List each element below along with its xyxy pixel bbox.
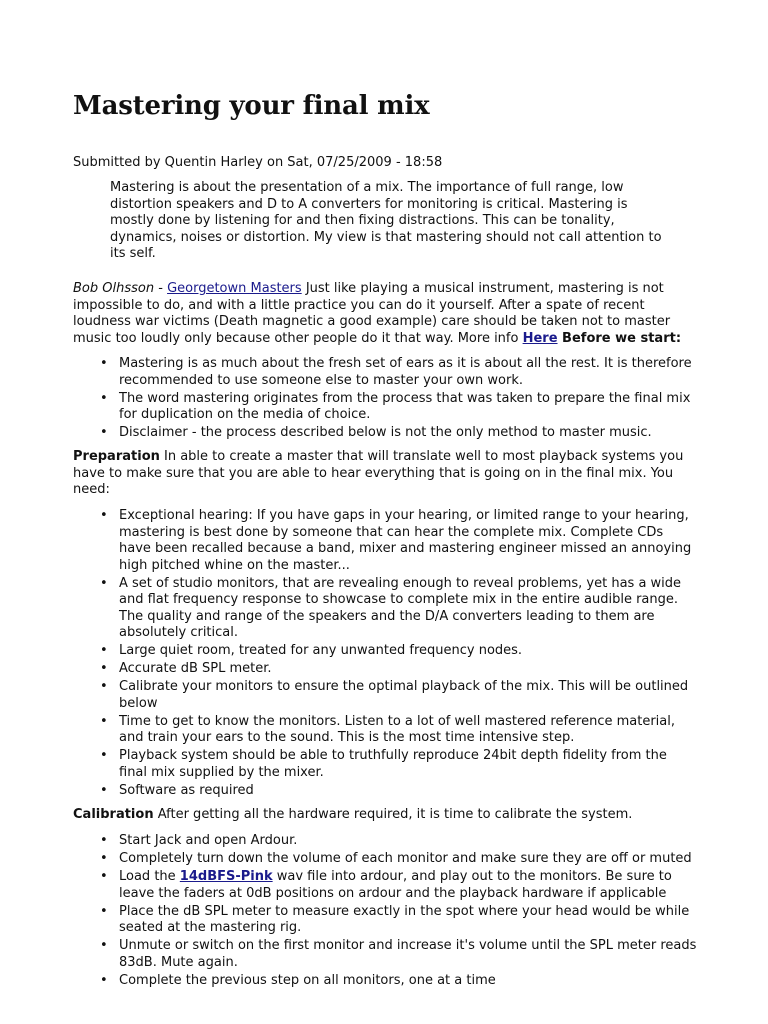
list-item: • Unmute or switch on the first monitor and increase it's volume until the SPL meter reads 83dB. Mute again. (73, 938, 697, 971)
calibration-heading: Calibration (73, 807, 154, 822)
list-item: • The word mastering originates from the process that was taken to prepare the final mix for duplication on the media of choice. (73, 391, 697, 424)
list-item: • Mastering is as much about the fresh set of ears as it is about all the rest. It is therefore recommended to use someone else to master your own work. (73, 356, 697, 389)
intro-paragraph (73, 281, 693, 347)
author-separator: - (154, 281, 168, 296)
list-item: • Start Jack and open Ardour. (73, 833, 697, 850)
preparation-text: In able to create a master that will translate well to most playback systems you have to make sure that you are able to hear everything that is going on in the final mix. You need: (73, 449, 684, 497)
list-item: • Accurate dB SPL meter. (73, 661, 697, 678)
list-item: • Place the dB SPL meter to measure exactly in the spot where your head would be while seated at the mastering rig. (73, 904, 697, 937)
quote-author: Bob Olhsson (73, 281, 155, 296)
list-item: • Complete the previous step on all monitors, one at a time (73, 973, 697, 990)
list-item: • Disclaimer - the process described below is not the only method to master music. (73, 425, 697, 442)
list-item: • Large quiet room, treated for any unwanted frequency nodes. (73, 643, 697, 660)
submitted-byline: Submitted by Quentin Harley on Sat, 07/25/2009 - 18:58 (73, 155, 443, 170)
blockquote: Mastering is about the presentation of a mix. The importance of full range, low distortion speakers and D to A converters for monitoring is critical. Mastering is mostly done by listening for and then fixing distractions. This can be tonality, dynamics, noises or distortion. My view is that mastering should not call attention to its self. (110, 180, 662, 261)
list-item: • Software as required (73, 783, 697, 800)
list-item (73, 869, 697, 902)
list-item: • A set of studio monitors, that are revealing enough to reveal problems, yet has a wide and flat frequency response to showcase to complete mix in the entire audible range. The quality and range of the speakers and the D/A converters leading to them are absolutely critical. (73, 576, 697, 642)
list-item: • Calibrate your monitors to ensure the optimal playback of the mix. This will be outlined below (73, 679, 697, 712)
georgetown-masters-link[interactable]: Georgetown Masters (167, 281, 302, 296)
page-title: Mastering your final mix (73, 91, 430, 121)
load-suffix: wav file into ardour, and play out to the monitors. Be sure to leave the faders at 0dB positions on ardour and the playback hardware if applicable (119, 869, 672, 901)
pink-noise-file-link[interactable]: 14dBFS-Pink (179, 869, 273, 884)
before-we-start-heading: Before we start: (557, 330, 682, 346)
load-prefix: Load the (119, 869, 180, 884)
calibration-list (73, 833, 697, 991)
calibration-paragraph (73, 807, 693, 824)
before-list (73, 356, 697, 443)
list-item: • Time to get to know the monitors. Listen to a lot of well mastered reference material, and train your ears to the sound. This is the most time intensive step. (73, 714, 697, 747)
here-link[interactable]: Here (522, 330, 558, 346)
list-item: • Completely turn down the volume of each monitor and make sure they are off or muted (73, 851, 697, 868)
calibration-text: After getting all the hardware required, it is time to calibrate the system. (153, 807, 633, 822)
preparation-heading: Preparation (73, 449, 160, 464)
preparation-paragraph (73, 449, 693, 499)
preparation-list (73, 508, 697, 801)
list-item: • Playback system should be able to truthfully reproduce 24bit depth fidelity from the final mix supplied by the mixer. (73, 748, 697, 781)
list-item: • Exceptional hearing: If you have gaps in your hearing, or limited range to your hearing, mastering is best done by someone that can hear the complete mix. Complete CDs have been recalled because a band, mixer and mastering engineer missed an annoying high pitched whine on the master... (73, 508, 697, 574)
intro-text: Just like playing a musical instrument, mastering is not impossible to do, and with a little practice you can do it yourself. After a spate of recent loudness war victims (Death magnetic a good example) care should be taken not to master music too loudly only because other people do it that way. More info (73, 281, 671, 346)
